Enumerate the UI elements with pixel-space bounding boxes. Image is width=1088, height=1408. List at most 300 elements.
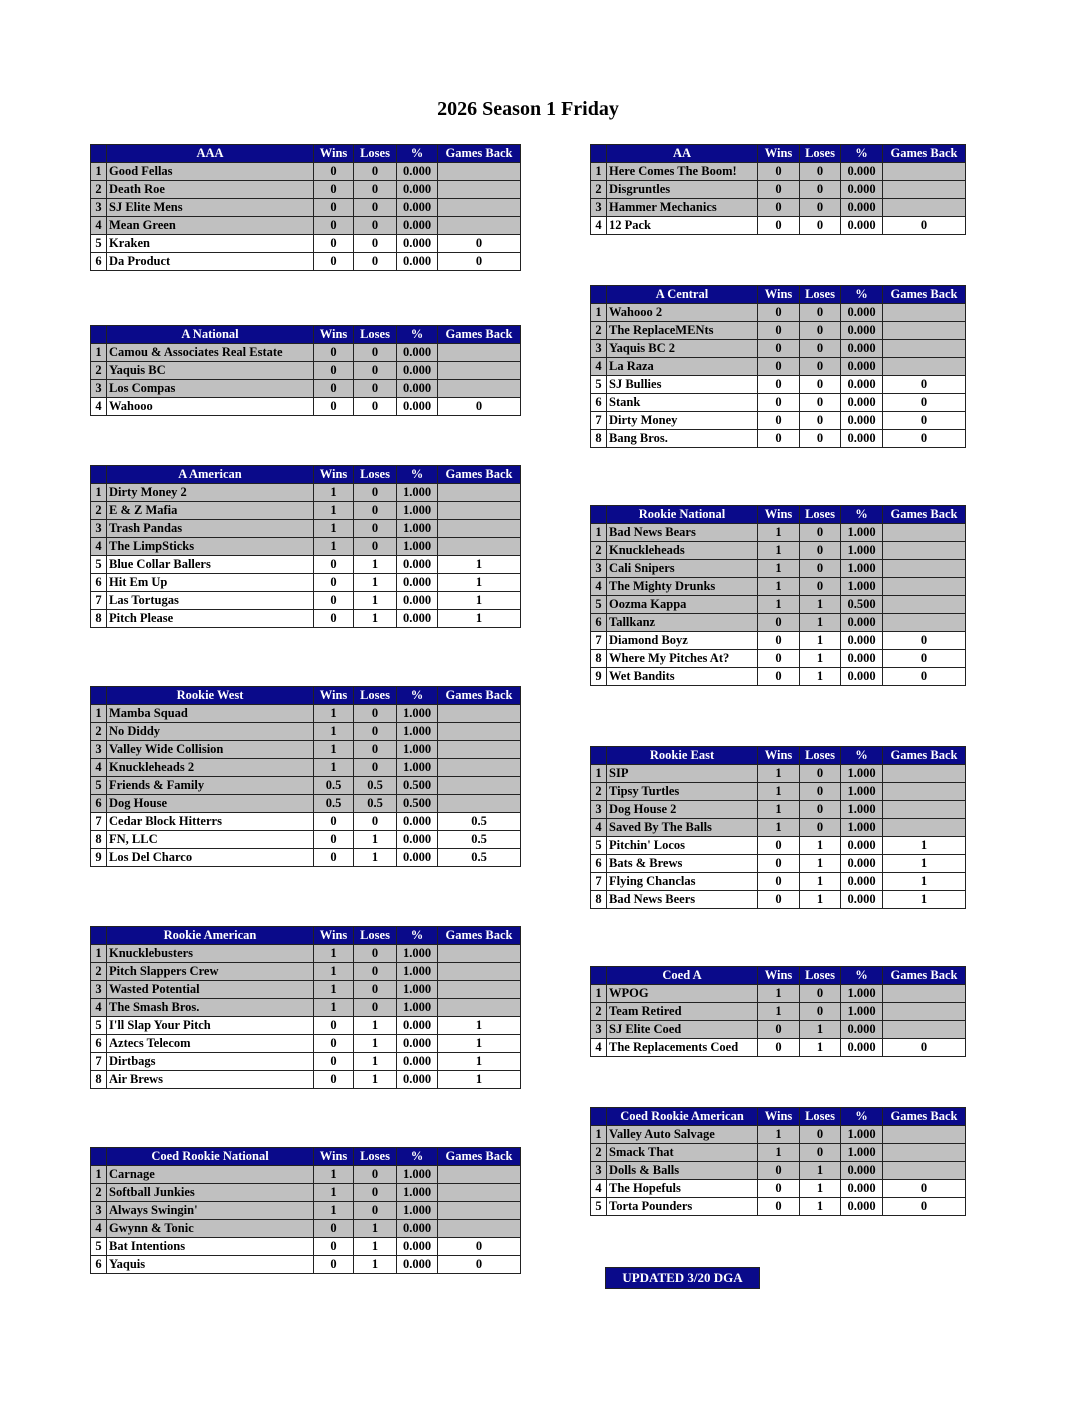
loses: 0 <box>354 1202 397 1220</box>
wins: 1 <box>314 945 354 963</box>
rank: 1 <box>91 484 107 502</box>
rank: 1 <box>591 304 607 322</box>
loses-header: Loses <box>354 145 397 163</box>
games-back: 0 <box>883 217 966 235</box>
table-row <box>91 253 521 271</box>
table-row <box>91 217 521 235</box>
games-back <box>438 344 521 362</box>
games-back <box>438 380 521 398</box>
table-row <box>91 574 521 592</box>
loses: 0 <box>354 502 397 520</box>
loses: 1 <box>354 1071 397 1089</box>
wins: 0 <box>758 163 800 181</box>
table-header <box>591 286 966 304</box>
team-name: Saved By The Balls <box>607 819 758 837</box>
win-pct: 1.000 <box>397 723 438 741</box>
rank: 7 <box>91 813 107 831</box>
team-name: Da Product <box>107 253 314 271</box>
loses: 0 <box>354 705 397 723</box>
division-title: Rookie American <box>107 927 314 945</box>
team-name: Carnage <box>107 1166 314 1184</box>
rank: 6 <box>91 574 107 592</box>
wins: 1 <box>314 723 354 741</box>
table-header <box>91 145 521 163</box>
win-pct: 1.000 <box>841 542 883 560</box>
rank: 2 <box>91 1184 107 1202</box>
team-name: The LimpSticks <box>107 538 314 556</box>
games-back: 1 <box>438 574 521 592</box>
table-row <box>591 578 966 596</box>
win-pct: 1.000 <box>397 945 438 963</box>
standings-table-a-american <box>90 465 521 628</box>
win-pct: 1.000 <box>841 801 883 819</box>
games-back: 0 <box>883 632 966 650</box>
wins: 1 <box>314 484 354 502</box>
table-row <box>591 181 966 199</box>
loses: 0 <box>354 163 397 181</box>
team-name: Las Tortugas <box>107 592 314 610</box>
team-name: E & Z Mafia <box>107 502 314 520</box>
wins: 0 <box>314 235 354 253</box>
win-pct: 0.000 <box>397 380 438 398</box>
games-back: 0 <box>883 430 966 448</box>
table-row <box>91 759 521 777</box>
win-pct: 0.000 <box>397 344 438 362</box>
games-back: 1 <box>883 891 966 909</box>
table-header <box>91 466 521 484</box>
wins: 0 <box>314 344 354 362</box>
loses-header: Loses <box>354 326 397 344</box>
table-row <box>591 1180 966 1198</box>
team-name: WPOG <box>607 985 758 1003</box>
win-pct: 1.000 <box>397 999 438 1017</box>
win-pct: 0.000 <box>841 614 883 632</box>
rank: 1 <box>91 945 107 963</box>
games-back-header: Games Back <box>438 1148 521 1166</box>
loses: 0 <box>354 741 397 759</box>
games-back: 1 <box>883 837 966 855</box>
wins: 0 <box>314 253 354 271</box>
loses: 0 <box>354 199 397 217</box>
team-name: Yaquis BC <box>107 362 314 380</box>
team-name: Pitchin' Locos <box>607 837 758 855</box>
loses: 0 <box>800 430 841 448</box>
team-name: Wahooo <box>107 398 314 416</box>
loses: 1 <box>800 855 841 873</box>
wins-header: Wins <box>314 145 354 163</box>
win-pct: 1.000 <box>397 1184 438 1202</box>
loses: 0 <box>354 217 397 235</box>
win-pct: 0.000 <box>841 358 883 376</box>
loses: 0 <box>800 358 841 376</box>
games-back <box>883 1126 966 1144</box>
loses: 0 <box>800 199 841 217</box>
loses: 0 <box>354 963 397 981</box>
division-title: Coed Rookie American <box>607 1108 758 1126</box>
rank: 2 <box>591 1144 607 1162</box>
table-row <box>591 1144 966 1162</box>
wins: 0 <box>314 217 354 235</box>
games-back <box>438 723 521 741</box>
win-pct: 0.000 <box>841 1180 883 1198</box>
win-pct: 0.000 <box>841 668 883 686</box>
games-back <box>883 199 966 217</box>
games-back <box>438 1166 521 1184</box>
win-pct: 1.000 <box>397 520 438 538</box>
table-row <box>91 592 521 610</box>
games-back-header: Games Back <box>438 687 521 705</box>
team-name: Dog House 2 <box>607 801 758 819</box>
table-row <box>591 819 966 837</box>
games-back <box>883 614 966 632</box>
table-row <box>91 1238 521 1256</box>
win-pct: 0.000 <box>397 181 438 199</box>
table-row <box>591 801 966 819</box>
rank: 3 <box>91 981 107 999</box>
wins: 0 <box>758 394 800 412</box>
table-row <box>591 542 966 560</box>
win-pct: 0.500 <box>397 795 438 813</box>
win-pct: 0.000 <box>397 831 438 849</box>
wins: 0 <box>314 1053 354 1071</box>
wins: 0 <box>758 1021 800 1039</box>
rank: 8 <box>91 831 107 849</box>
win-pct: 0.000 <box>841 430 883 448</box>
wins: 1 <box>314 1202 354 1220</box>
rank: 3 <box>91 741 107 759</box>
loses: 0 <box>800 1144 841 1162</box>
standings-table-aa <box>590 144 966 235</box>
win-pct: 0.000 <box>841 1198 883 1216</box>
wins: 0 <box>758 430 800 448</box>
win-pct: 1.000 <box>841 819 883 837</box>
loses-header: Loses <box>354 927 397 945</box>
games-back: 1 <box>438 592 521 610</box>
team-name: Dog House <box>107 795 314 813</box>
rank: 6 <box>591 855 607 873</box>
loses: 0 <box>354 362 397 380</box>
table-row <box>91 813 521 831</box>
pct-header: % <box>841 506 883 524</box>
win-pct: 1.000 <box>841 560 883 578</box>
loses: 0 <box>800 560 841 578</box>
team-name: SJ Bullies <box>607 376 758 394</box>
win-pct: 1.000 <box>841 1126 883 1144</box>
games-back: 0 <box>438 1238 521 1256</box>
loses: 0 <box>800 524 841 542</box>
team-name: Cedar Block Hitterrs <box>107 813 314 831</box>
loses: 0 <box>800 783 841 801</box>
wins: 0 <box>758 181 800 199</box>
wins-header: Wins <box>314 466 354 484</box>
loses-header: Loses <box>800 747 841 765</box>
games-back <box>883 358 966 376</box>
games-back: 1 <box>438 1035 521 1053</box>
win-pct: 0.000 <box>397 253 438 271</box>
wins: 1 <box>314 705 354 723</box>
loses-header: Loses <box>800 506 841 524</box>
loses: 0 <box>800 1126 841 1144</box>
rank-header <box>591 1108 607 1126</box>
pct-header: % <box>397 145 438 163</box>
table-row <box>91 1053 521 1071</box>
rank: 4 <box>91 1220 107 1238</box>
win-pct: 0.000 <box>841 163 883 181</box>
rank: 2 <box>91 181 107 199</box>
standings-table-rookie-national <box>590 505 966 686</box>
loses: 0 <box>354 484 397 502</box>
team-name: The Mighty Drunks <box>607 578 758 596</box>
wins: 0 <box>314 1071 354 1089</box>
loses: 1 <box>800 1162 841 1180</box>
games-back <box>883 542 966 560</box>
division-title: Coed A <box>607 967 758 985</box>
table-row <box>91 484 521 502</box>
win-pct: 0.000 <box>397 1053 438 1071</box>
loses: 1 <box>354 1017 397 1035</box>
games-back: 1 <box>438 610 521 628</box>
win-pct: 0.000 <box>397 556 438 574</box>
win-pct: 0.000 <box>397 1017 438 1035</box>
wins-header: Wins <box>758 747 800 765</box>
games-back-header: Games Back <box>883 967 966 985</box>
win-pct: 0.500 <box>397 777 438 795</box>
rank: 5 <box>591 1198 607 1216</box>
team-name: Hit Em Up <box>107 574 314 592</box>
win-pct: 0.000 <box>841 304 883 322</box>
team-name: I'll Slap Your Pitch <box>107 1017 314 1035</box>
table-row <box>91 945 521 963</box>
games-back <box>883 322 966 340</box>
rank: 4 <box>591 217 607 235</box>
rank: 7 <box>591 412 607 430</box>
team-name: Valley Auto Salvage <box>607 1126 758 1144</box>
win-pct: 0.000 <box>841 1039 883 1057</box>
games-back: 0 <box>438 253 521 271</box>
win-pct: 0.000 <box>841 412 883 430</box>
games-back-header: Games Back <box>438 927 521 945</box>
rank: 1 <box>91 1166 107 1184</box>
rank: 3 <box>591 1162 607 1180</box>
loses: 1 <box>800 668 841 686</box>
wins: 0 <box>314 380 354 398</box>
games-back <box>438 217 521 235</box>
wins: 0 <box>758 217 800 235</box>
table-row <box>591 1039 966 1057</box>
table-row <box>591 322 966 340</box>
win-pct: 0.000 <box>397 163 438 181</box>
team-name: Blue Collar Ballers <box>107 556 314 574</box>
team-name: Wet Bandits <box>607 668 758 686</box>
wins: 0 <box>758 855 800 873</box>
games-back-header: Games Back <box>883 145 966 163</box>
wins: 1 <box>314 999 354 1017</box>
games-back: 0 <box>883 668 966 686</box>
loses: 1 <box>800 1021 841 1039</box>
games-back <box>438 1220 521 1238</box>
pct-header: % <box>841 967 883 985</box>
rank: 2 <box>591 181 607 199</box>
wins: 0 <box>314 813 354 831</box>
games-back <box>883 596 966 614</box>
team-name: Torta Pounders <box>607 1198 758 1216</box>
team-name: Oozma Kappa <box>607 596 758 614</box>
wins-header: Wins <box>758 1108 800 1126</box>
team-name: Kraken <box>107 235 314 253</box>
loses: 0 <box>800 578 841 596</box>
team-name: Here Comes The Boom! <box>607 163 758 181</box>
games-back: 1 <box>438 556 521 574</box>
wins: 0 <box>314 574 354 592</box>
table-row <box>91 1017 521 1035</box>
team-name: SJ Elite Mens <box>107 199 314 217</box>
win-pct: 0.000 <box>841 322 883 340</box>
loses: 0 <box>354 398 397 416</box>
division-title: Coed Rookie National <box>107 1148 314 1166</box>
loses: 0 <box>800 181 841 199</box>
games-back: 0 <box>883 650 966 668</box>
team-name: Bad News Bears <box>607 524 758 542</box>
standings-table-aaa <box>90 144 521 271</box>
rank: 5 <box>91 1017 107 1035</box>
rank: 6 <box>91 1035 107 1053</box>
games-back <box>883 1162 966 1180</box>
team-name: Knucklebusters <box>107 945 314 963</box>
games-back <box>883 1003 966 1021</box>
table-row <box>91 610 521 628</box>
wins: 0 <box>758 650 800 668</box>
wins: 0 <box>758 304 800 322</box>
win-pct: 0.000 <box>841 376 883 394</box>
wins: 1 <box>758 542 800 560</box>
table-row <box>591 1162 966 1180</box>
games-back: 1 <box>438 1053 521 1071</box>
updated-badge: UPDATED 3/20 DGA <box>605 1267 760 1289</box>
page-title: 2026 Season 1 Friday <box>437 98 619 120</box>
division-title: A National <box>107 326 314 344</box>
wins: 1 <box>758 765 800 783</box>
loses: 0 <box>354 759 397 777</box>
wins: 0 <box>758 1039 800 1057</box>
table-row <box>591 1021 966 1039</box>
pct-header: % <box>397 326 438 344</box>
table-row <box>91 538 521 556</box>
rank: 1 <box>591 524 607 542</box>
team-name: Los Compas <box>107 380 314 398</box>
games-back: 0 <box>883 394 966 412</box>
loses: 0 <box>354 235 397 253</box>
win-pct: 1.000 <box>841 765 883 783</box>
rank: 9 <box>591 668 607 686</box>
table-row <box>91 1071 521 1089</box>
rank: 4 <box>591 819 607 837</box>
table-row <box>91 556 521 574</box>
table-row <box>591 891 966 909</box>
table-row <box>91 723 521 741</box>
rank: 4 <box>91 398 107 416</box>
rank: 8 <box>591 430 607 448</box>
pct-header: % <box>841 286 883 304</box>
team-name: No Diddy <box>107 723 314 741</box>
loses: 1 <box>354 1035 397 1053</box>
loses: 1 <box>354 849 397 867</box>
team-name: Smack That <box>607 1144 758 1162</box>
table-row <box>591 394 966 412</box>
rank: 5 <box>91 1238 107 1256</box>
rank: 3 <box>591 801 607 819</box>
wins-header: Wins <box>758 286 800 304</box>
table-row <box>591 765 966 783</box>
pct-header: % <box>397 927 438 945</box>
win-pct: 0.000 <box>397 1035 438 1053</box>
team-name: Always Swingin' <box>107 1202 314 1220</box>
wins: 0 <box>758 891 800 909</box>
win-pct: 1.000 <box>397 484 438 502</box>
win-pct: 0.000 <box>841 855 883 873</box>
wins: 0 <box>314 556 354 574</box>
team-name: Pitch Slappers Crew <box>107 963 314 981</box>
win-pct: 0.000 <box>397 1071 438 1089</box>
loses: 0 <box>800 340 841 358</box>
games-back <box>438 963 521 981</box>
team-name: Bad News Beers <box>607 891 758 909</box>
games-back <box>883 765 966 783</box>
games-back <box>438 741 521 759</box>
standings-table-a-national <box>90 325 521 416</box>
team-name: Disgruntles <box>607 181 758 199</box>
wins: 0 <box>314 849 354 867</box>
win-pct: 0.000 <box>841 650 883 668</box>
loses: 1 <box>354 1238 397 1256</box>
rank: 2 <box>591 322 607 340</box>
loses: 0 <box>354 723 397 741</box>
loses: 0 <box>354 945 397 963</box>
wins: 0 <box>314 163 354 181</box>
win-pct: 0.000 <box>841 837 883 855</box>
table-header <box>91 326 521 344</box>
rank: 7 <box>91 1053 107 1071</box>
wins: 0 <box>314 199 354 217</box>
division-title: Rookie East <box>607 747 758 765</box>
rank: 5 <box>91 235 107 253</box>
table-row <box>91 163 521 181</box>
rank: 6 <box>591 614 607 632</box>
team-name: La Raza <box>607 358 758 376</box>
pct-header: % <box>841 145 883 163</box>
win-pct: 0.000 <box>841 1021 883 1039</box>
games-back <box>883 985 966 1003</box>
wins: 0 <box>314 1220 354 1238</box>
loses: 1 <box>800 1039 841 1057</box>
team-name: The Hopefuls <box>607 1180 758 1198</box>
rank: 2 <box>591 1003 607 1021</box>
loses: 0 <box>354 1166 397 1184</box>
loses: 0 <box>800 985 841 1003</box>
win-pct: 0.000 <box>397 235 438 253</box>
wins-header: Wins <box>314 687 354 705</box>
rank: 5 <box>91 556 107 574</box>
rank-header <box>591 286 607 304</box>
rank: 3 <box>91 380 107 398</box>
games-back: 0 <box>883 412 966 430</box>
loses: 1 <box>354 592 397 610</box>
games-back: 0 <box>883 1180 966 1198</box>
table-row <box>91 235 521 253</box>
win-pct: 0.000 <box>841 181 883 199</box>
rank: 3 <box>91 1202 107 1220</box>
win-pct: 1.000 <box>841 985 883 1003</box>
table-row <box>91 831 521 849</box>
